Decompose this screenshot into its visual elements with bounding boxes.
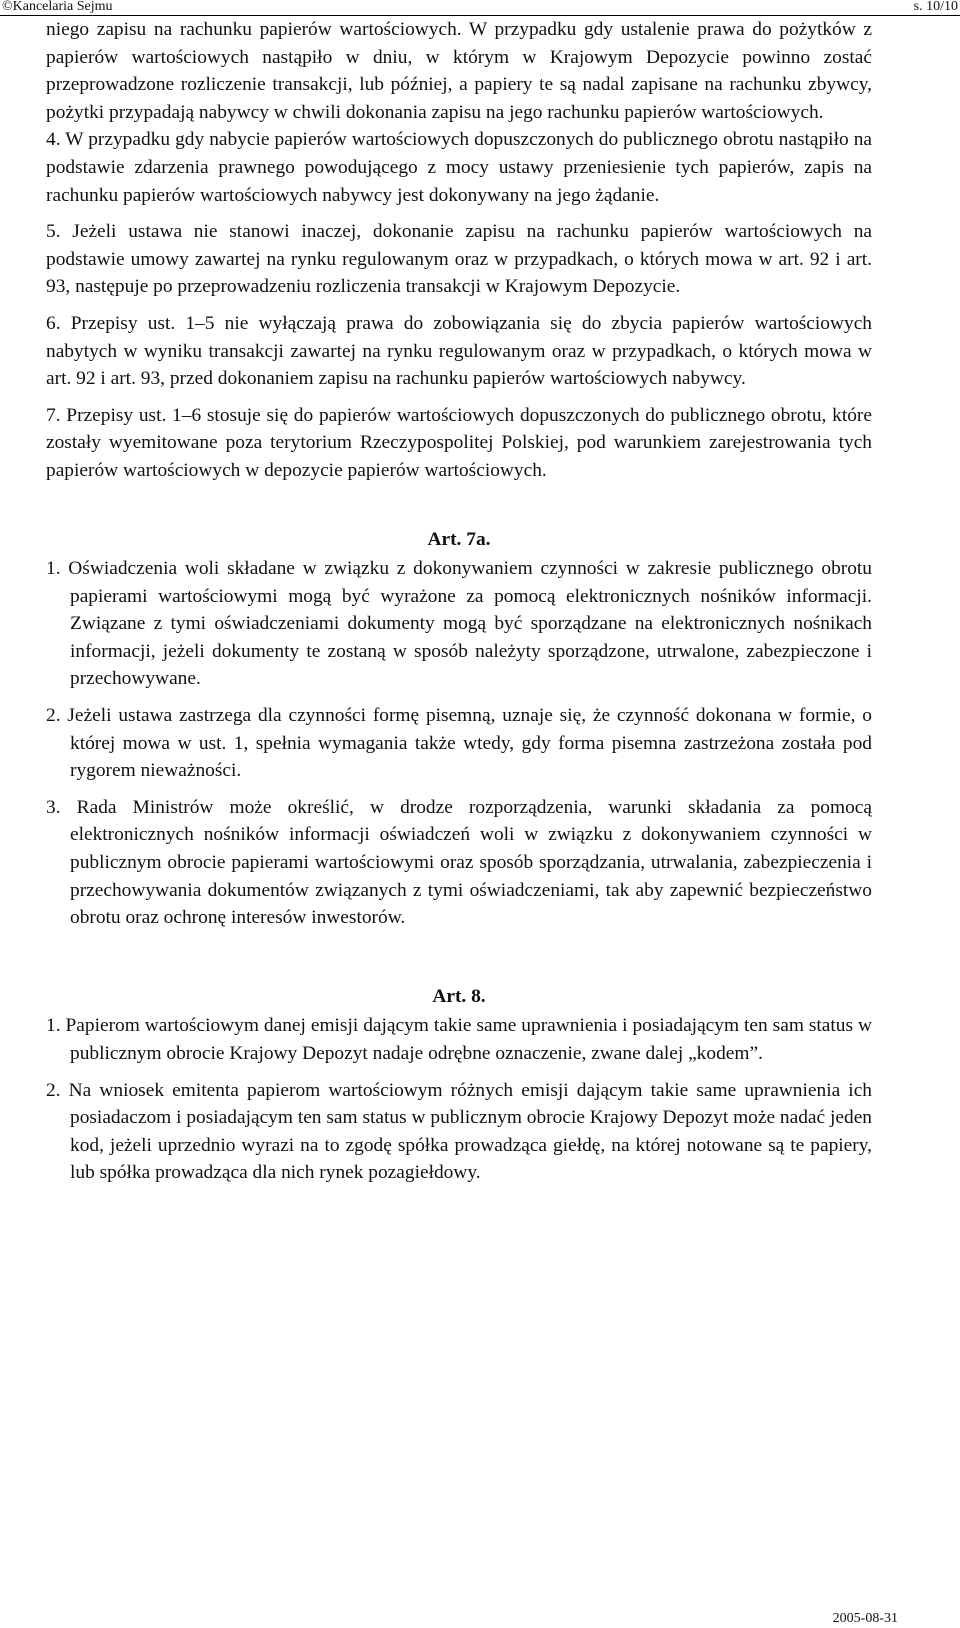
article-7a-paragraph-3: 3. Rada Ministrów może określić, w drodze rozporządzenia, warunki składania za pomocą elektronicznych nośników informacji oświadczeń woli w związku z dokonywaniem czynności w publicznym obrocie papierami wartościowymi oraz sposób sporządzania, utrwalania, zabezpieczenia i przechowywania dokumentów związanych z tymi oświadczeniami, tak aby zapewnić bezpieczeństwo obrotu oraz ochronę interesów inwestorów. [46, 796, 872, 929]
paragraph-6: 6. Przepisy ust. 1–5 nie wyłączają prawa do zobowiązania się do zbycia papierów wartościowych nabytych w wyniku transakcji zawartej na rynku regulowanym oraz w przypadkach, o których mowa w art. 92 i art. 93, przed dokonaniem zapisu na rachunku papierów wartościowych nabywcy. [46, 312, 872, 390]
footer-date: 2005-08-31 [832, 1611, 898, 1626]
article-8-paragraph-1: 1. Papierom wartościowym danej emisji dającym takie same uprawnienia i posiadającym ten sam status w publicznym obrocie Krajowy Depozyt nadaje odrębne oznaczenie, zwane dalej „kodem”. [46, 1015, 872, 1064]
article-8-heading: Art. 8. [432, 985, 486, 1007]
article-8-paragraph-2: 2. Na wniosek emitenta papierom wartościowym różnych emisji dającym takie same uprawnienia ich posiadaczom i posiadającym ten sam status w publicznym obrocie Krajowy Depozyt może nadać jeden kod, jeżeli uprzednio wyrazi na to zgodę spółka prowadząca giełdę, na której notowane są te papiery, lub spółka prowadząca dla nich rynek pozagiełdowy. [46, 1079, 872, 1184]
document-body [46, 16, 872, 1187]
paragraph-5: 5. Jeżeli ustawa nie stanowi inaczej, dokonanie zapisu na rachunku papierów wartościowych na podstawie umowy zawartej na rynku regulowanym oraz w przypadkach, o których mowa w art. 92 i art. 93, następuje po przeprowadzeniu rozliczenia transakcji w Krajowym Depozycie. [46, 221, 872, 298]
paragraph-continued: niego zapisu na rachunku papierów wartościowych. W przypadku gdy ustalenie prawa do pożytków z papierów wartościowych nastąpiło w dniu, w którym w Krajowym Depozycie powinno zostać przeprowadzone rozliczenie transakcji, lub później, a papiery te są nadal zapisane na rachunku zbywcy, pożytki przypadają nabywcy w chwili dokonania zapisu na jego rachunku papierów wartościowych. [46, 19, 872, 123]
page-header [0, 0, 960, 14]
header-page-number: s. 10/10 [913, 0, 958, 14]
article-7a-heading: Art. 7a. [427, 528, 491, 550]
header-publisher: ©Kancelaria Sejmu [2, 0, 113, 14]
paragraph-4: 4. W przypadku gdy nabycie papierów wartościowych dopuszczonych do publicznego obrotu nastąpiło na podstawie zdarzenia prawnego powodującego z mocy ustawy przeniesienie tych papierów, zapis na rachunku papierów wartościowych nabywcy jest dokonywany na jego żądanie. [46, 129, 872, 206]
article-7a-paragraph-2: 2. Jeżeli ustawa zastrzega dla czynności formę pisemną, uznaje się, że czynność dokonana w formie, o której mowa w ust. 1, spełnia wymagania także wtedy, gdy forma pisemna zastrzeżona została pod rygorem nieważności. [46, 705, 872, 782]
paragraph-7: 7. Przepisy ust. 1–6 stosuje się do papierów wartościowych dopuszczonych do publicznego obrotu, które zostały wyemitowane poza terytorium Rzeczypospolitej Polskiej, pod warunkiem zarejestrowania tych papierów wartościowych w depozycie papierów wartościowych. [46, 404, 872, 481]
article-7a-paragraph-1: 1. Oświadczenia woli składane w związku z dokonywaniem czynności w zakresie publicznego obrotu papierami wartościowymi mogą być wyrażone za pomocą elektronicznych nośników informacji. Związane z tymi oświadczeniami dokumenty mogą być sporządzane na elektronicznych nośnikach informacji, jeżeli dokumenty te zostaną w sposób należyty sporządzone, utrwalone, zabezpieczone i przechowywane. [46, 558, 872, 690]
